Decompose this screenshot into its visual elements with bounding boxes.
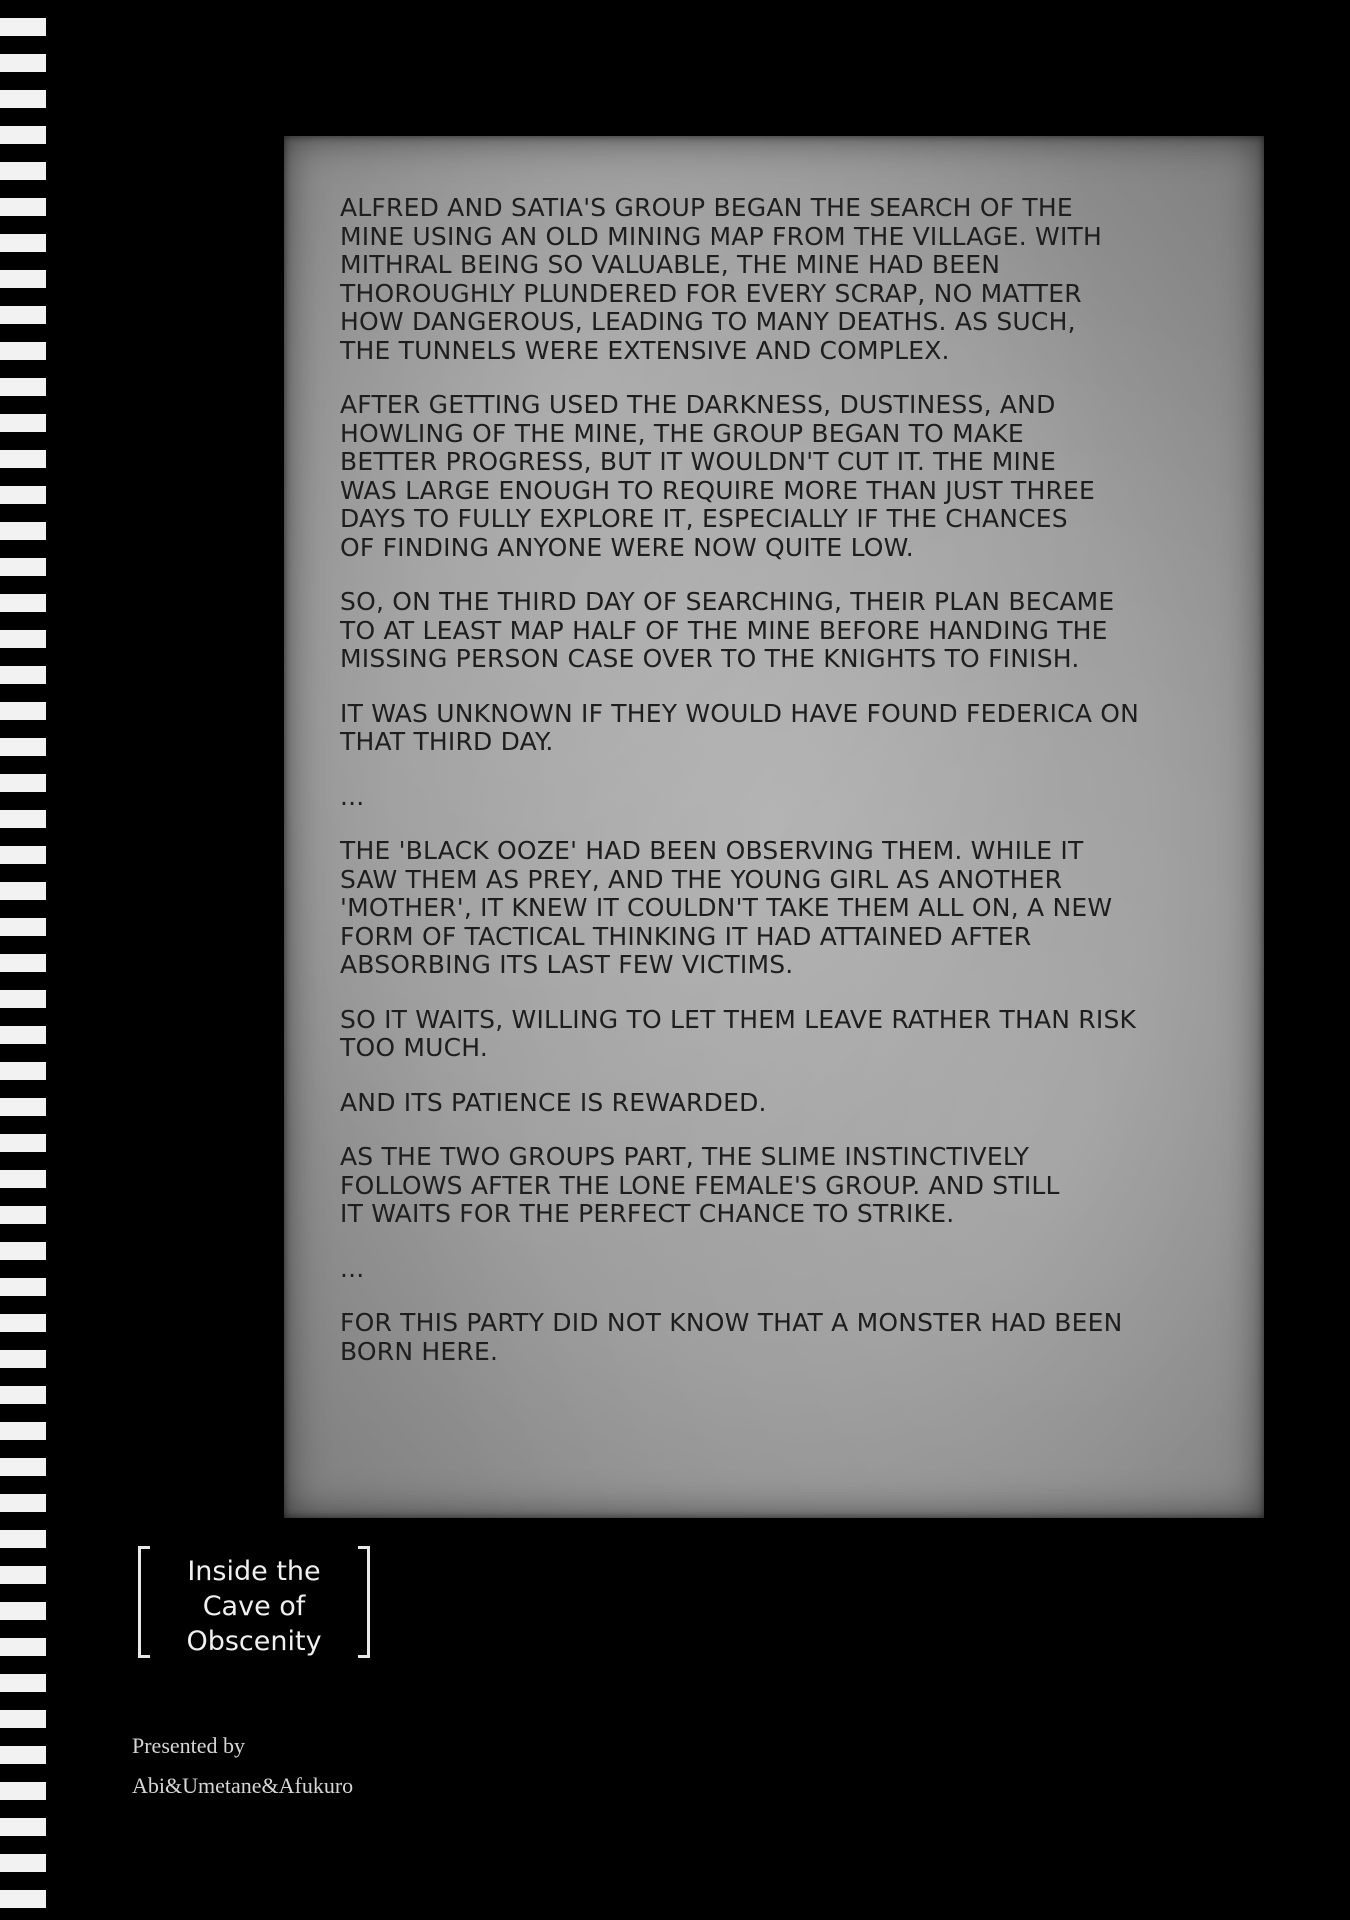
- story-paragraph-4: IT WAS UNKNOWN IF THEY WOULD HAVE FOUND FEDERICA ON THAT THIRD DAY.: [340, 698, 1140, 756]
- story-paragraph-2: AFTER GETTING USED THE DARKNESS, DUSTINESS, AND HOWLING OF THE MINE, THE GROUP BEGAN TO MAKE BETTER PROGRESS, BUT IT WOULDN'T CUT IT. THE MINE WAS LARGE ENOUGH TO REQUIRE MORE THAN JUST THREE DAYS TO FULLY EXPLORE IT, ESPECIALLY IF THE CHANCES OF FINDING ANYONE WERE NOW QUITE LOW.: [340, 390, 1096, 562]
- story-paragraph-6: SO IT WAITS, WILLING TO LET THEM LEAVE RATHER THAN RISK TOO MUCH.: [340, 1004, 1137, 1062]
- credits: [132, 1726, 353, 1806]
- story-ellipsis-1: ...: [340, 781, 365, 811]
- story-paragraph-5: THE 'BLACK OOZE' HAD BEEN OBSERVING THEM. WHILE IT SAW THEM AS PREY, AND THE YOUNG GIRL AS ANOTHER 'MOTHER', IT KNEW IT COULDN'T TAKE THEM ALL ON, A NEW FORM OF TACTICAL THINKING IT HAD ATTAINED AFTER ABSORBING ITS LAST FEW VICTIMS.: [340, 836, 1113, 979]
- story-paragraph-8: AS THE TWO GROUPS PART, THE SLIME INSTINCTIVELY FOLLOWS AFTER THE LONE FEMALE'S GROUP. AND STILL IT WAITS FOR THE PERFECT CHANCE TO STRIKE.: [340, 1142, 1060, 1228]
- series-title: Inside the Cave of Obscenity: [186, 1556, 322, 1657]
- story-ellipsis-2: ...: [340, 1253, 365, 1283]
- film-strip-border: [0, 0, 46, 1920]
- author-names: Abi&Umetane&Afukuro: [132, 1773, 354, 1798]
- parchment-page: [284, 136, 1264, 1518]
- story-paragraph-3: SO, ON THE THIRD DAY OF SEARCHING, THEIR PLAN BECAME TO AT LEAST MAP HALF OF THE MINE BEFORE HANDING THE MISSING PERSON CASE OVER TO THE KNIGHTS TO FINISH.: [340, 587, 1115, 673]
- title-bracket-box: [138, 1546, 370, 1658]
- story-paragraph-7: AND ITS PATIENCE IS REWARDED.: [340, 1087, 767, 1117]
- story-paragraph-9: FOR THIS PARTY DID NOT KNOW THAT A MONSTER HAD BEEN BORN HERE.: [340, 1308, 1123, 1366]
- presented-by-label: Presented by: [132, 1733, 246, 1758]
- story-paragraph-1: ALFRED AND SATIA'S GROUP BEGAN THE SEARCH OF THE MINE USING AN OLD MINING MAP FROM THE VILLAGE. WITH MITHRAL BEING SO VALUABLE, THE MINE HAD BEEN THOROUGHLY PLUNDERED FOR EVERY SCRAP, NO MATTER HOW DANGEROUS, LEADING TO MANY DEATHS. AS SUCH, THE TUNNELS WERE EXTENSIVE AND COMPLEX.: [340, 193, 1102, 365]
